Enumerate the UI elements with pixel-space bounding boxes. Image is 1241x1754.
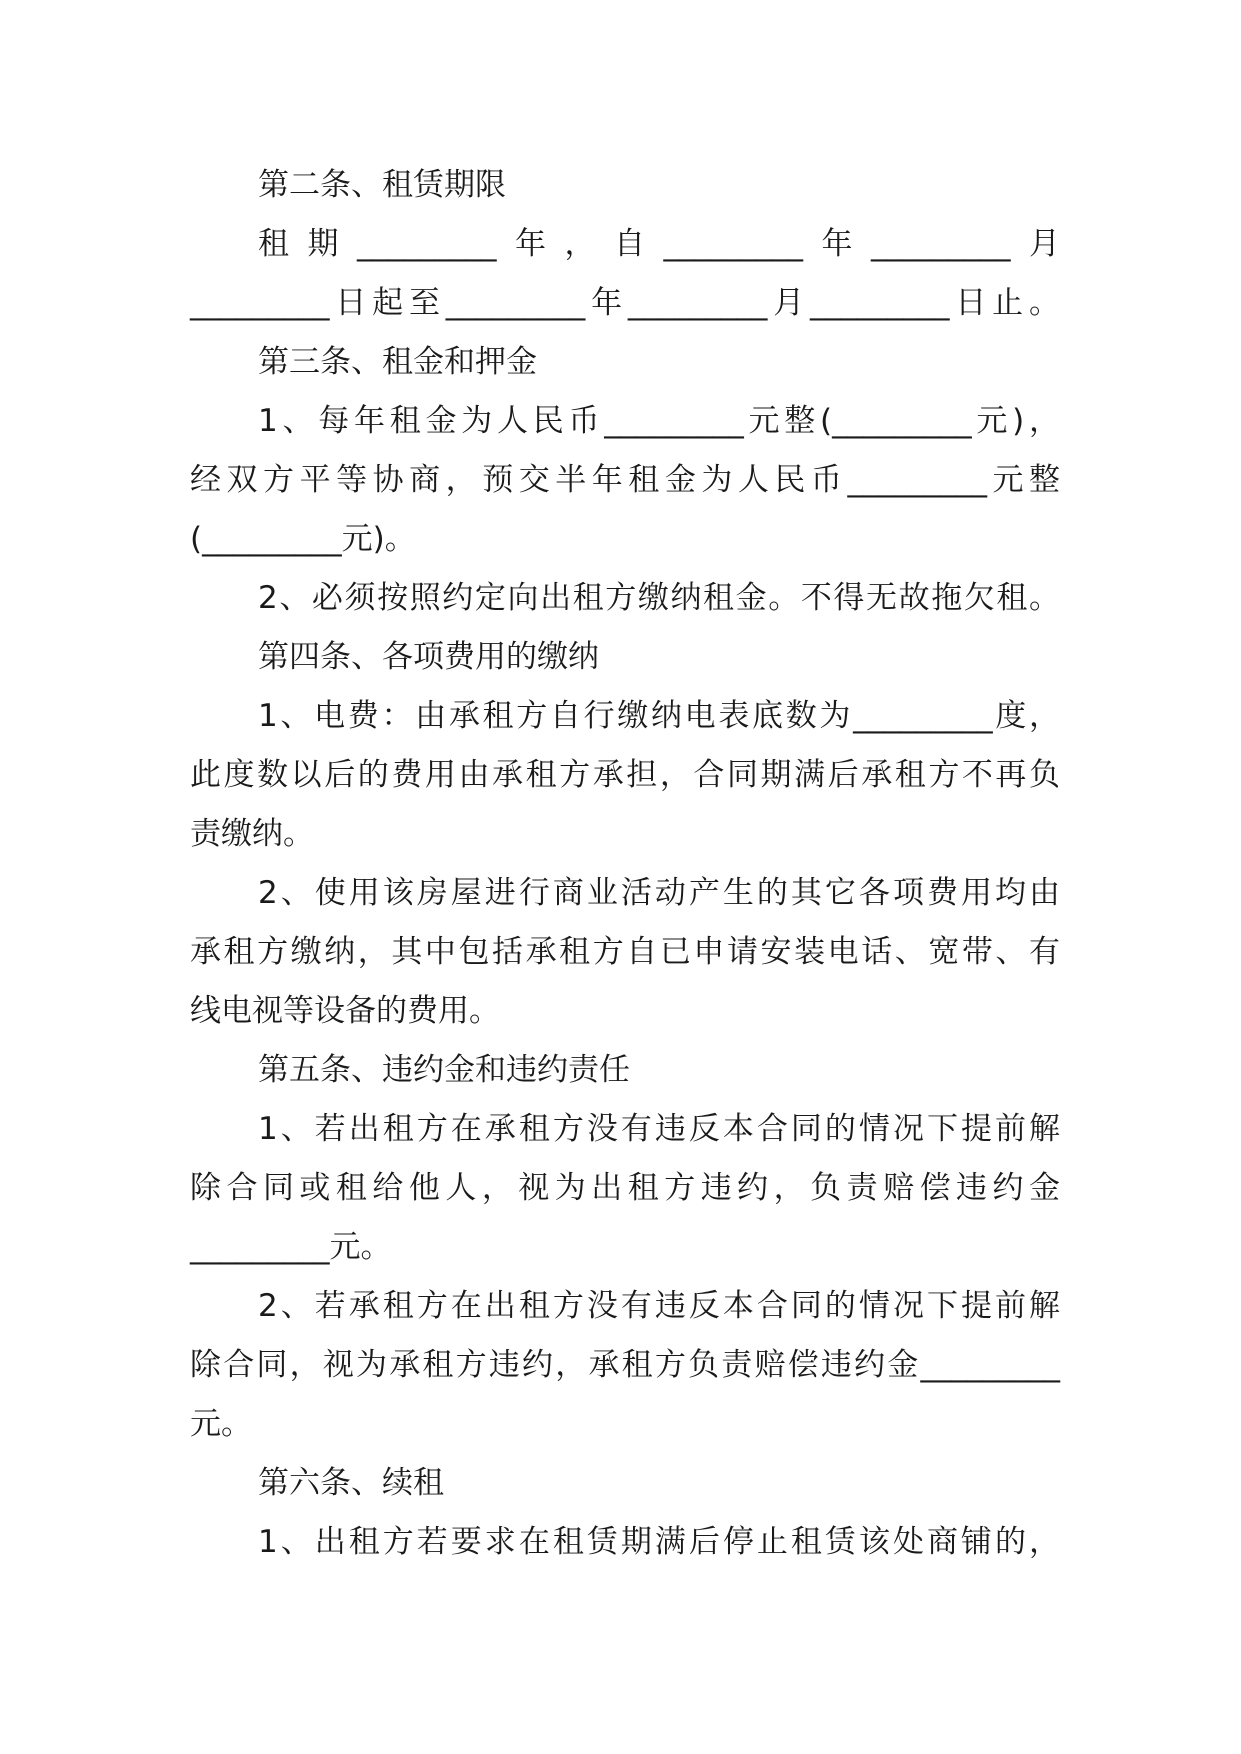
rent-clause-line: (_________元)。 (190, 521, 416, 557)
rent-clause-line: 2、必须按照约定向出租方缴纳租金。不得无故拖欠租。 (258, 580, 1060, 616)
fees-clause-line: 1、电费：由承租方自行缴纳电表底数为_________度， (258, 698, 1060, 734)
lease-term-line: _________日起至_________年_________月_________日止。 (190, 285, 1060, 321)
fees-clause-line: 线电视等设备的费用。 (190, 993, 500, 1029)
breach-clause-line: 除合同或租给他人，视为出租方违约，负责赔偿违约金 (190, 1170, 1060, 1206)
renewal-clause-line: 1、出租方若要求在租赁期满后停止租赁该处商铺的， (258, 1524, 1060, 1560)
fees-clause-line: 此度数以后的费用由承租方承担，合同期满后承租方不再负 (190, 757, 1060, 793)
fees-clause-line: 承租方缴纳，其中包括承租方自已申请安装电话、宽带、有 (190, 934, 1060, 970)
rent-clause-line: 经双方平等协商，预交半年租金为人民币_________元整 (190, 462, 1060, 498)
article-6-heading: 第六条、续租 (258, 1465, 444, 1501)
breach-clause-line: 2、若承租方在出租方没有违反本合同的情况下提前解 (258, 1288, 1060, 1324)
fees-clause-line: 2、使用该房屋进行商业活动产生的其它各项费用均由 (258, 875, 1060, 911)
breach-clause-line: 1、若出租方在承租方没有违反本合同的情况下提前解 (258, 1111, 1060, 1147)
article-3-heading: 第三条、租金和押金 (258, 344, 537, 380)
article-2-heading: 第二条、租赁期限 (258, 167, 506, 203)
lease-term-line: 租期_________年，自_________年_________月 (258, 226, 1060, 262)
breach-clause-line: 元。 (190, 1406, 252, 1442)
article-5-heading: 第五条、违约金和违约责任 (258, 1052, 630, 1088)
breach-clause-line: _________元。 (190, 1229, 392, 1265)
article-4-heading: 第四条、各项费用的缴纳 (258, 639, 599, 675)
breach-clause-line: 除合同，视为承租方违约，承租方负责赔偿违约金_________ (190, 1347, 1060, 1383)
fees-clause-line: 责缴纳。 (190, 816, 314, 852)
rent-clause-line: 1、每年租金为人民币_________元整(_________元)， (258, 403, 1060, 439)
